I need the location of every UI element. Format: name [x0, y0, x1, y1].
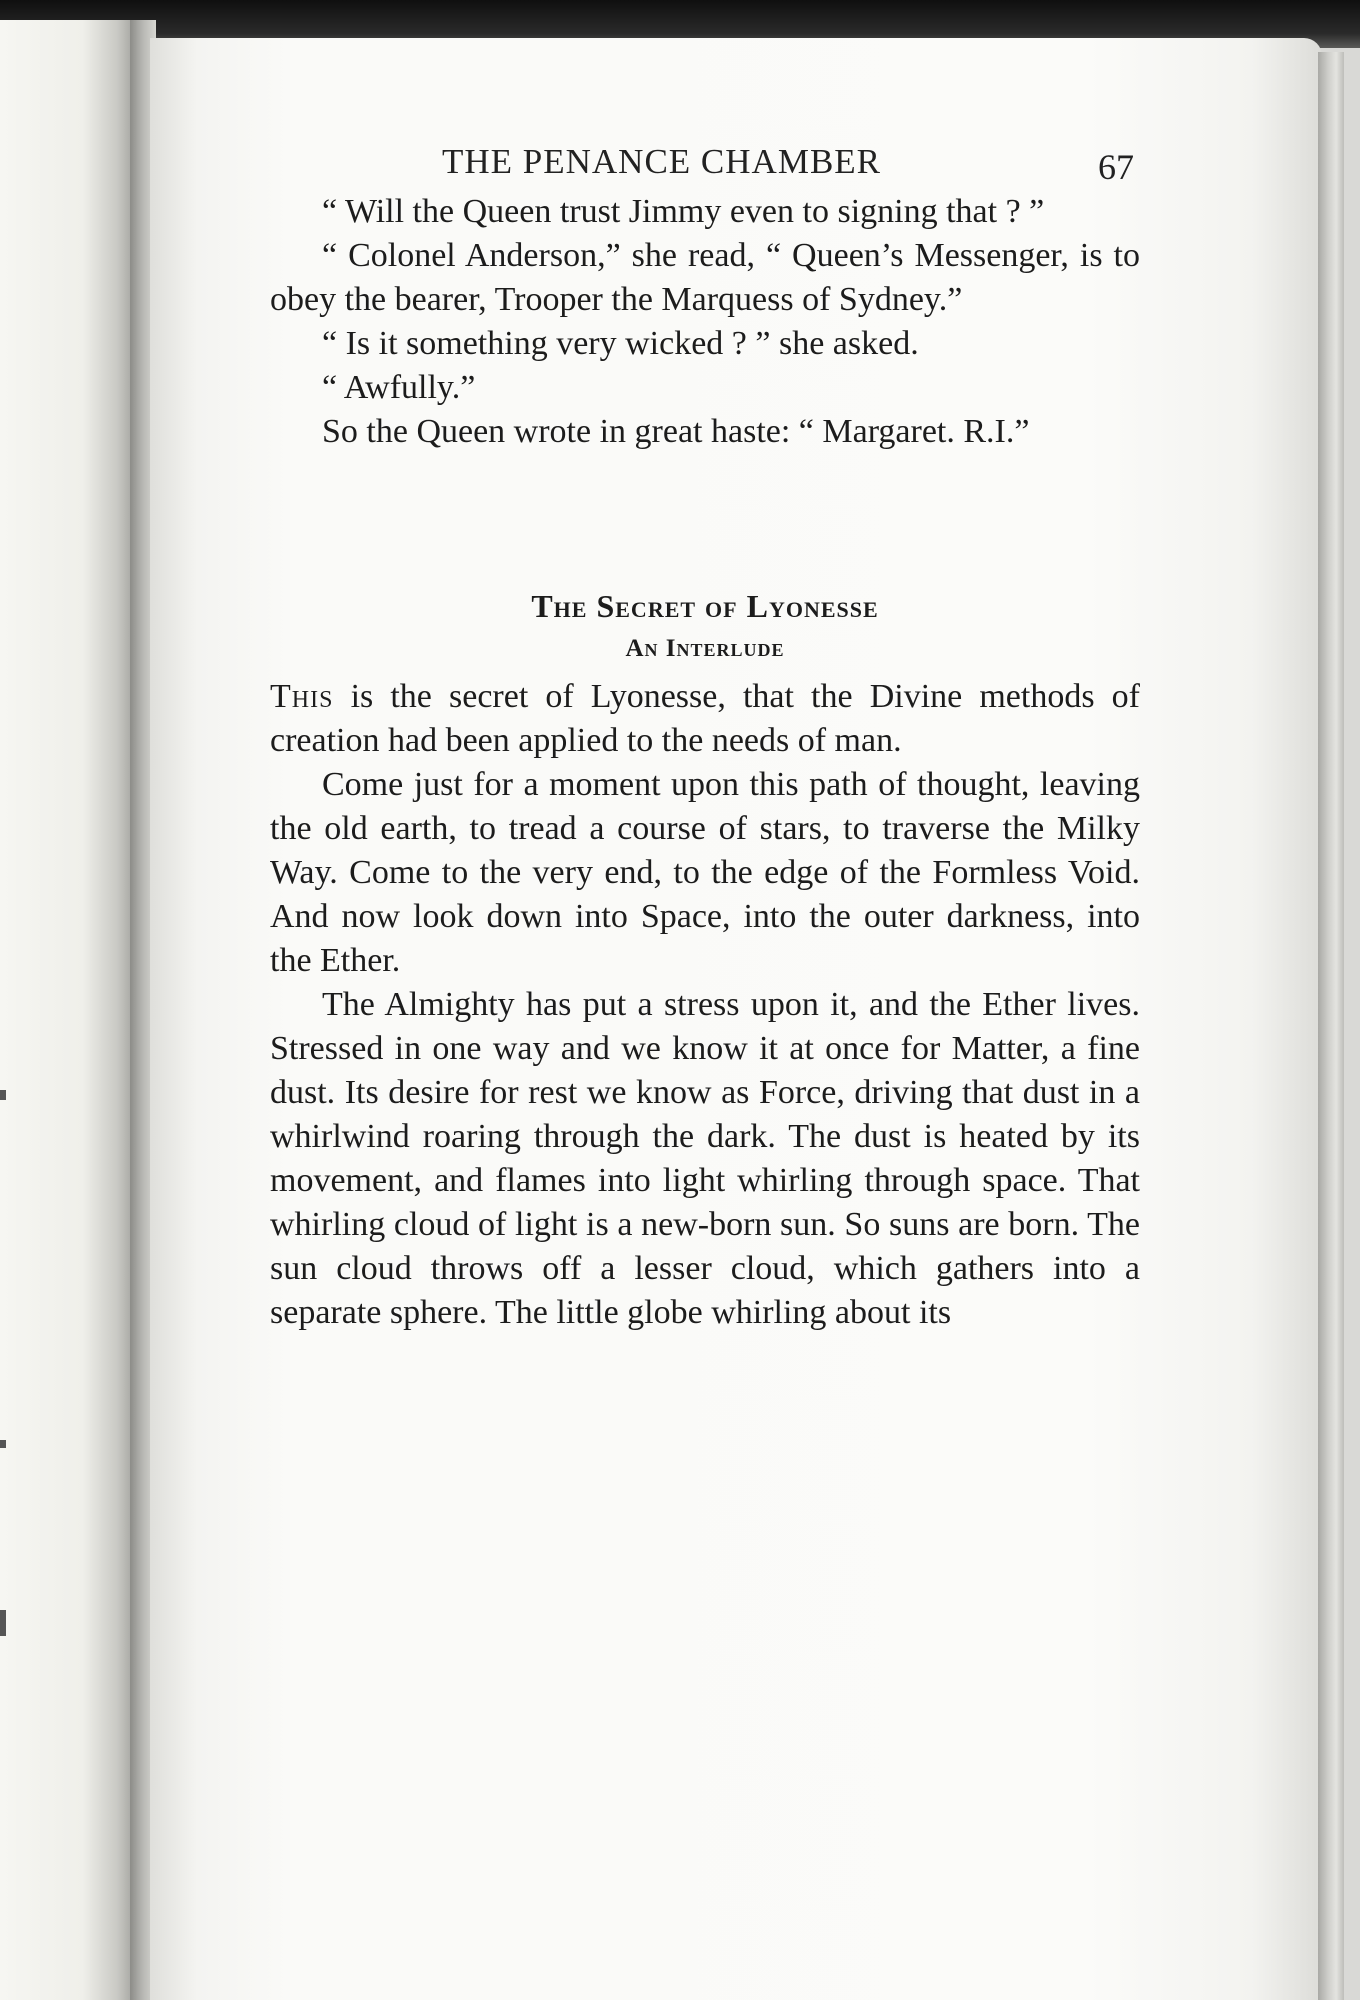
margin-mark [0, 1090, 6, 1100]
dialogue-paragraph: “ Is it something very wicked ? ” she asked. [322, 325, 919, 362]
dialogue-paragraph: “ Awfully.” [322, 369, 476, 406]
margin-mark [0, 1610, 6, 1636]
section-title: The Secret of Lyonesse [531, 588, 879, 624]
dialogue-paragraph: “ Will the Queen trust Jimmy even to signing that ? ” [322, 193, 1045, 230]
margin-mark [0, 1440, 6, 1448]
lead-word: This [270, 678, 334, 715]
page-text [270, 130, 1140, 1335]
body-paragraph: Come just for a moment upon this path of thought, leaving the old earth, to tread a course of stars, to traverse the Milky Way. Come to the very end, to the edge of the Formless Void. And now look down into Space, into the outer darkness, into the Ether. [270, 766, 1140, 979]
running-title: THE PENANCE CHAMBER [442, 142, 882, 181]
section-break [270, 454, 1140, 588]
body-paragraph: The Almighty has put a stress upon it, and the Ether lives. Stressed in one way and we know it at once for Matter, a fine dust. Its desire for rest we know as Force, driving that dust in a whirlwind roaring through the dark. The dust is heated by its movement, and flames into light whirling through space. That whirling cloud of light is a new-born sun. So suns are born. The sun cloud throws off a lesser cloud, which gathers into a separate sphere. The little globe whirling about its [270, 986, 1140, 1331]
left-margin-marks [0, 0, 20, 2000]
running-head [270, 130, 1140, 190]
page-number: 67 [1098, 147, 1134, 187]
body-paragraph-text: is the secret of Lyonesse, that the Divine methods of creation had been applied to the needs of man. [270, 678, 1140, 759]
section-subtitle: An Interlude [625, 635, 785, 662]
facing-page-edge [0, 20, 138, 2000]
dialogue-paragraph: “ Colonel Anderson,” she read, “ Queen’s Messenger, is to obey the bearer, Trooper the Marquess of Sydney.” [270, 237, 1140, 318]
body-paragraph [270, 675, 1140, 763]
dialogue-paragraph: So the Queen wrote in great haste: “ Margaret. R.I.” [322, 413, 1030, 450]
page-stack-edge [1318, 52, 1344, 2000]
